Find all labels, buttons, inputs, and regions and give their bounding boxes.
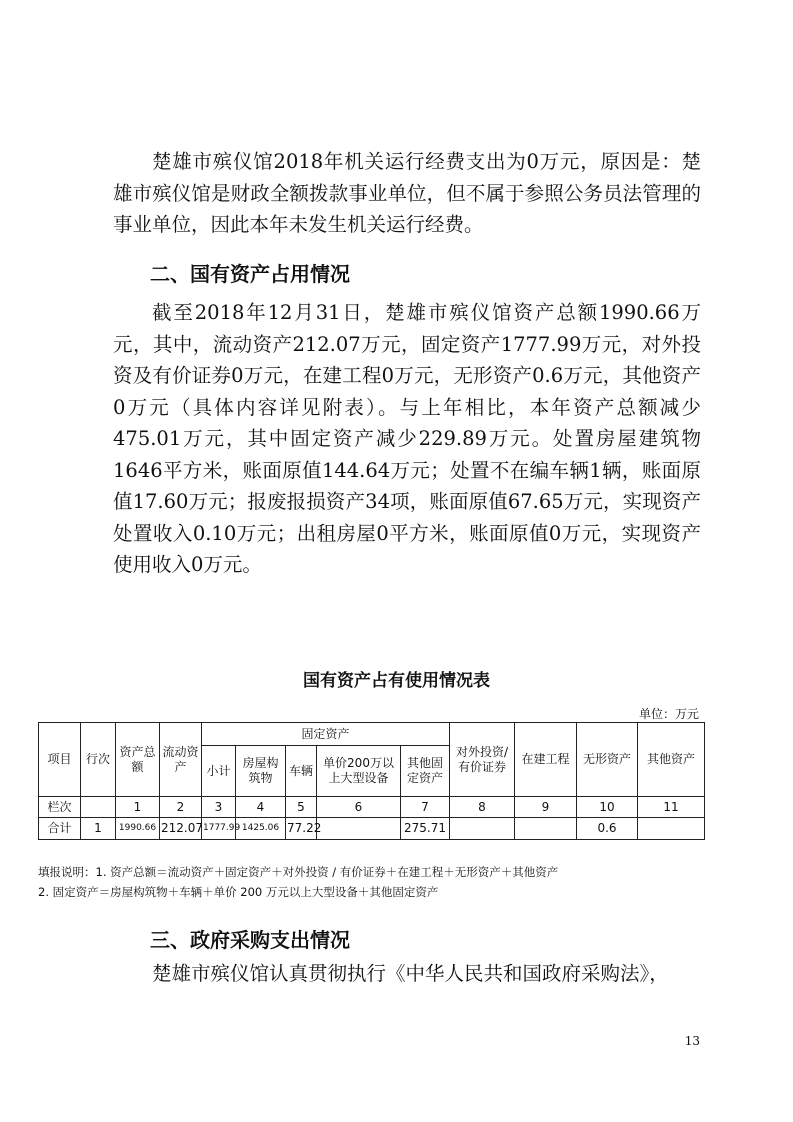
- table-cell: 5: [286, 797, 317, 818]
- table-cell: 275.71: [401, 818, 450, 840]
- table-row-total: [39, 818, 705, 840]
- header-other-assets: 其他资产: [638, 723, 705, 797]
- table-cell: 1777.99: [202, 818, 236, 840]
- page-number: 13: [684, 1034, 700, 1048]
- table-title: 国有资产占有使用情况表: [303, 671, 490, 691]
- table-cell: 2: [160, 797, 202, 818]
- table-cell: 212.07: [160, 818, 202, 840]
- section-heading-procurement: 三、政府采购支出情况: [150, 928, 350, 952]
- header-intangible: 无形资产: [577, 723, 638, 797]
- table-cell: 6: [317, 797, 401, 818]
- section-heading-state-assets: 二、国有资产占用情况: [150, 262, 350, 286]
- note-line-2: 2. 固定资产＝房屋构筑物＋车辆＋单价 200 万元以上大型设备＋其他固定资产: [38, 885, 439, 899]
- header-total-assets: 资产总额: [116, 723, 160, 797]
- table-unit: 单位：万元: [638, 707, 699, 721]
- table-cell: 3: [202, 797, 236, 818]
- header-fixed-assets: 固定资产: [202, 723, 450, 746]
- table-cell: 1425.06: [236, 818, 286, 840]
- paragraph-operating-expenses: 楚雄市殡仪馆2018年机关运行经费支出为0万元，原因是：楚雄市殡仪馆是财政全额拨款事业单位，但不属于参照公务员法管理的事业单位，因此本年未发生机关运行经费。: [113, 150, 701, 236]
- table-cell: 4: [236, 797, 286, 818]
- table-header-row: [39, 723, 705, 746]
- table-row-column-index: [39, 797, 705, 818]
- table-cell: 1: [116, 797, 160, 818]
- header-item: 项目: [39, 723, 81, 797]
- header-large-equipment: 单价200万以上大型设备: [317, 746, 401, 797]
- state-assets-table: [38, 722, 705, 840]
- table-cell: 0.6: [577, 818, 638, 840]
- header-investment: 对外投资/有价证券: [450, 723, 515, 797]
- table-cell: [515, 818, 577, 840]
- note-line-1: 填报说明：1. 资产总额＝流动资产＋固定资产＋对外投资 / 有价证券＋在建工程＋无形资产＋其他资产: [38, 865, 559, 879]
- table-cell: 11: [638, 797, 705, 818]
- table-cell: 1990.66: [116, 818, 160, 840]
- table-notes: [38, 862, 558, 902]
- header-current-assets: 流动资产: [160, 723, 202, 797]
- header-buildings: 房屋构筑物: [236, 746, 286, 797]
- table-cell: [317, 818, 401, 840]
- table-cell: [81, 797, 116, 818]
- header-row-no: 行次: [81, 723, 116, 797]
- table-cell: 77.22: [286, 818, 317, 840]
- header-construction: 在建工程: [515, 723, 577, 797]
- table-cell: 8: [450, 797, 515, 818]
- table-cell: 7: [401, 797, 450, 818]
- header-subtotal: 小计: [202, 746, 236, 797]
- table-cell: 9: [515, 797, 577, 818]
- header-other-fixed: 其他固定资产: [401, 746, 450, 797]
- table-cell: 栏次: [39, 797, 81, 818]
- header-vehicles: 车辆: [286, 746, 317, 797]
- table-cell: 合计: [39, 818, 81, 840]
- table-cell: [638, 818, 705, 840]
- paragraph-procurement: 楚雄市殡仪馆认真贯彻执行《中华人民共和国政府采购法》，: [152, 962, 669, 985]
- table-cell: 1: [81, 818, 116, 840]
- paragraph-state-assets: 截至2018年12月31日，楚雄市殡仪馆资产总额1990.66万元，其中，流动资产212.07万元，固定资产1777.99万元，对外投资及有价证券0万元，在建工程0万元，无形资产0.6万元，其他资产0万元（具体内容详见附表）。与上年相比，本年资产总额减少475.01万元，其中固定资产减少229.89万元。处置房屋建筑物1646平方米，账面原值144.64万元；处置不在编车辆1辆，账面原值17.60万元；报废报损资产34项，账面原值67.65万元，实现资产处置收入0.10万元；出租房屋0平方米，账面原值0万元，实现资产使用收入0万元。: [113, 301, 701, 576]
- table-cell: [450, 818, 515, 840]
- table-cell: 10: [577, 797, 638, 818]
